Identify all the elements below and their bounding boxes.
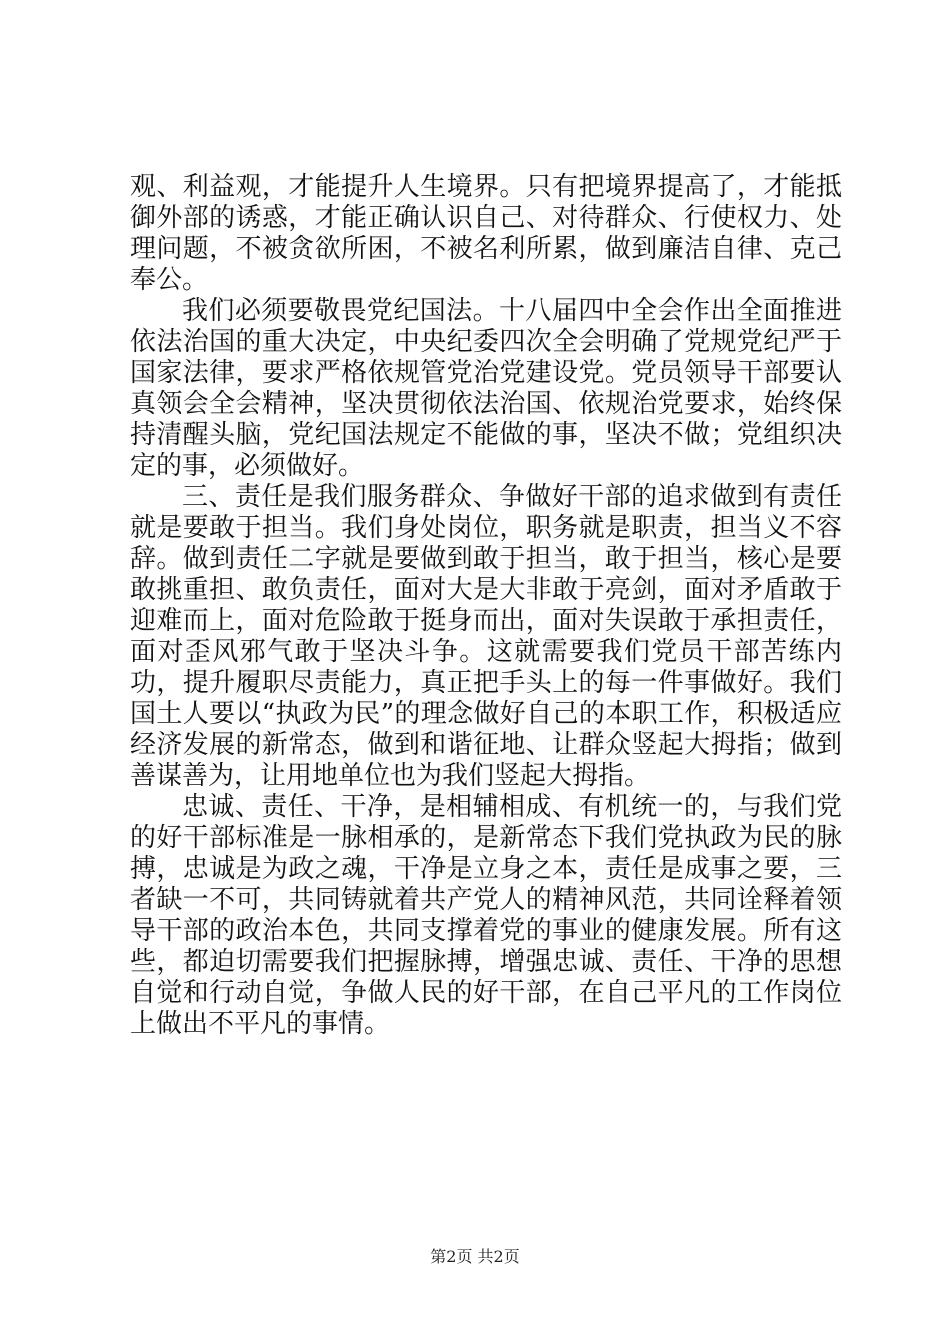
- paragraph-responsibility: 三、责任是我们服务群众、争做好干部的追求做到有责任就是要敢于担当。我们身处岗位，职务就是职责，担当义不容辞。做到责任二字就是要做到敢于担当，敢于担当，核心是要敢挑重担、敢负责任，面对大是大非敢于亮剑，面对矛盾敢于迎难而上，面对危险敢于挺身而出，面对失误敢于承担责任，面对歪风邪气敢于坚决斗争。这就需要我们党员干部苦练内功，提升履职尽责能力，真正把手头上的每一件事做好。我们国土人要以“执政为民”的理念做好自己的本职工作，积极适应经济发展的新常态，做到和谐征地、让群众竖起大拇指；做到善谋善为，让用地单位也为我们竖起大拇指。: [130, 482, 842, 791]
- document-body: [130, 172, 842, 1040]
- paragraph-conclusion: 忠诚、责任、干净，是相辅相成、有机统一的，与我们党的好干部标准是一脉相承的，是新常态下我们党执政为民的脉搏，忠诚是为政之魂，干净是立身之本，责任是成事之要，三者缺一不可，共同铸就着共产党人的精神风范，共同诠释着领导干部的政治本色，共同支撑着党的事业的健康发展。所有这些，都迫切需要我们把握脉搏，增强忠诚、责任、干净的思想自觉和行动自觉，争做人民的好干部，在自己平凡的工作岗位上做出不平凡的事情。: [130, 792, 842, 1039]
- paragraph-continuation: 观、利益观，才能提升人生境界。只有把境界提高了，才能抵御外部的诱惑，才能正确认识自己、对待群众、行使权力、处理问题，不被贪欲所困，不被名利所累，做到廉洁自律、克己奉公。: [130, 172, 842, 295]
- page-number-footer: 第2页 共2页: [430, 1247, 520, 1266]
- paragraph-party-discipline: 我们必须要敬畏党纪国法。十八届四中全会作出全面推进依法治国的重大决定，中央纪委四次全会明确了党规党纪严于国家法律，要求严格依规管党治党建设党。党员领导干部要认真领会全会精神，坚决贯彻依法治国、依规治党要求，始终保持清醒头脑，党纪国法规定不能做的事，坚决不做；党组织决定的事，必须做好。: [130, 296, 842, 481]
